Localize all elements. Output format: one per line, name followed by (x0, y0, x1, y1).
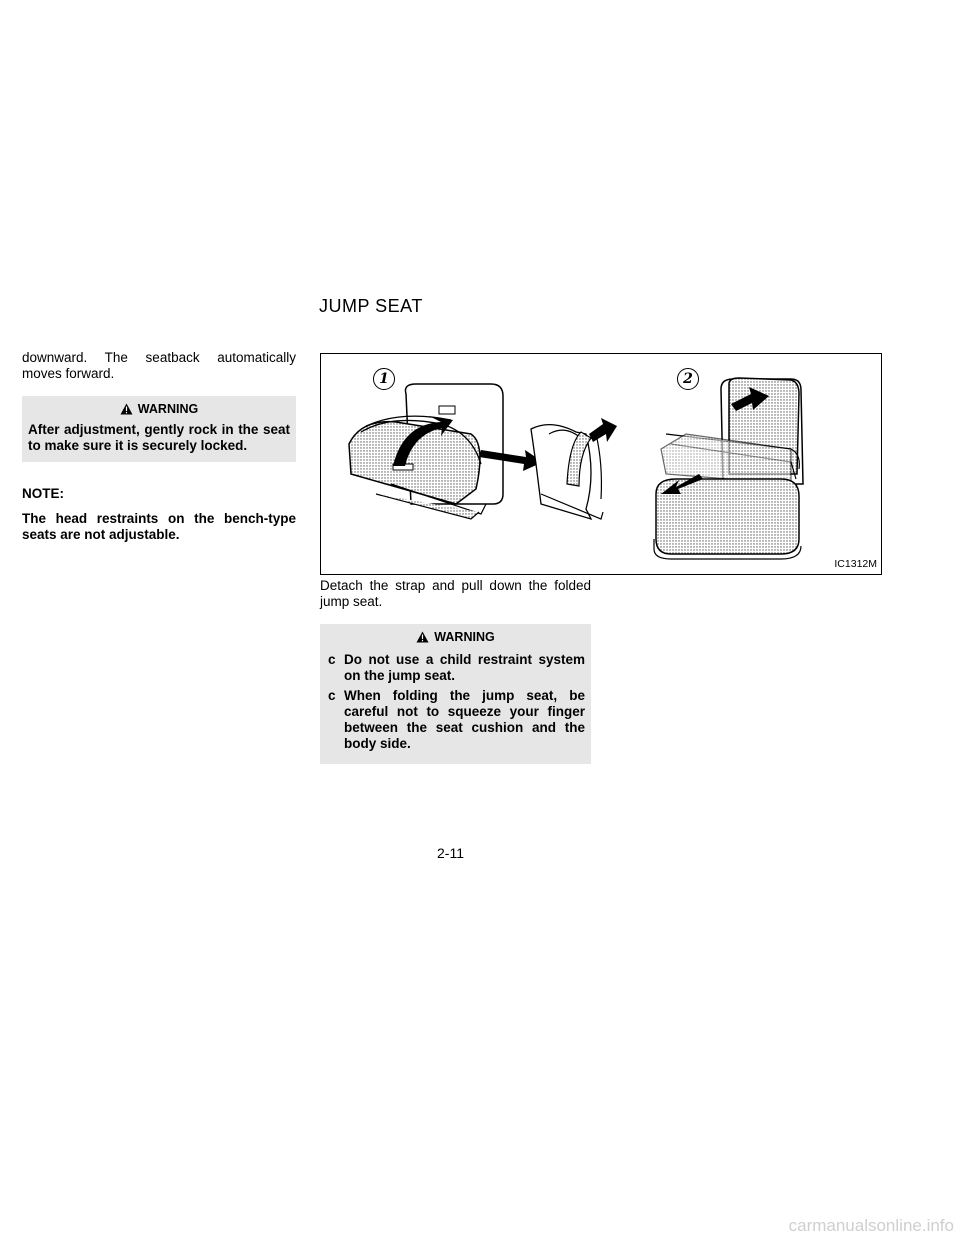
warning-list (326, 652, 585, 752)
warning-triangle-icon (416, 631, 429, 643)
figure-code: IC1312M (834, 558, 877, 570)
warning-box-left (22, 396, 296, 462)
page-number: 2-11 (437, 845, 464, 861)
section-title: JUMP SEAT (319, 296, 423, 316)
middle-column (320, 578, 591, 764)
warning-triangle-icon (120, 403, 133, 415)
bullet-icon: c (328, 688, 336, 703)
step-2-label: 2 (677, 368, 699, 390)
step2-seat-drawing (654, 378, 803, 559)
warning-item-text: Do not use a child restraint system on the jump seat. (344, 652, 585, 683)
warning-text: After adjustment, gently rock in the seat to make sure it is securely locked. (28, 422, 290, 453)
strap-detail-drawing (531, 418, 617, 519)
warning-item-text: When folding the jump seat, be careful not to squeeze your finger between the seat cushion and the body side. (344, 688, 585, 751)
jump-seat-illustration (320, 353, 882, 575)
warning-heading-label: WARNING (434, 630, 495, 644)
step-1-label: 1 (373, 368, 395, 390)
note-text: The head restraints on the bench-type seats are not adjustable. (22, 511, 296, 542)
watermark: carmanualsonline.info (788, 1216, 954, 1235)
warning-list-item (326, 688, 585, 752)
warning-box-middle (320, 624, 591, 764)
warning-heading (28, 400, 290, 418)
bullet-icon: c (328, 652, 336, 667)
warning-list-item (326, 652, 585, 684)
warning-heading-label: WARNING (137, 402, 199, 416)
warning-heading (326, 628, 585, 646)
middle-intro-text: Detach the strap and pull down the folded jump seat. (320, 578, 591, 609)
note-heading: NOTE: (22, 486, 64, 501)
left-intro-text: downward. The seatback automatically moves forward. (22, 350, 296, 381)
left-column (22, 350, 296, 543)
step1-seat-drawing (349, 384, 503, 519)
jump-seat-diagram (321, 354, 881, 574)
